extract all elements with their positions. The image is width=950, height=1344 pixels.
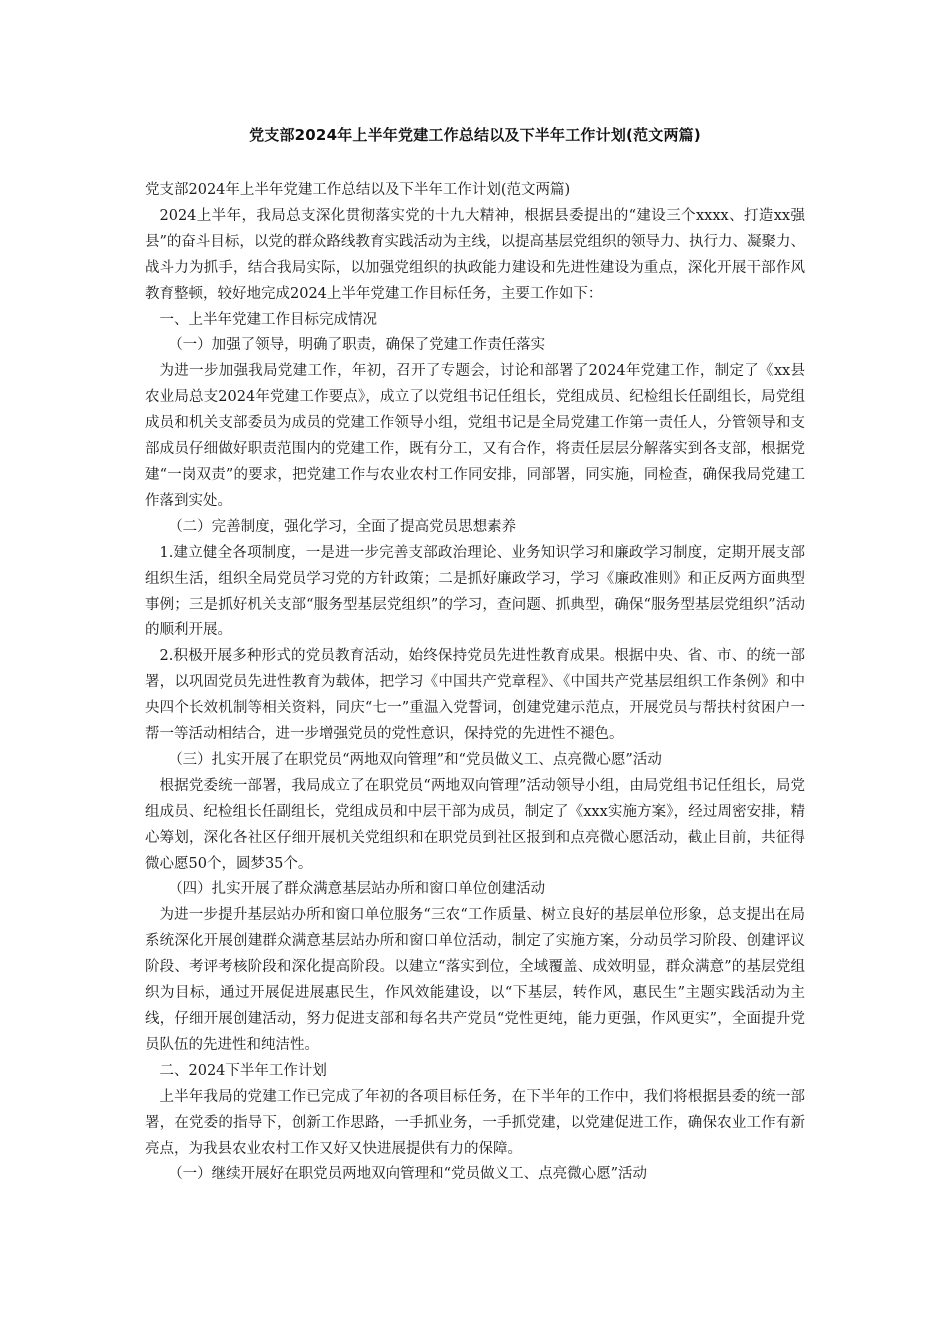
document-title: 党支部2024年上半年党建工作总结以及下半年工作计划(范文两篇) <box>249 126 701 144</box>
paragraph-1-1: 为进一步加强我局党建工作，年初，召开了专题会，讨论和部署了2024年党建工作，制定了《xx县农业局总支2024年党建工作要点》，成立了以党组书记任组长，党组成员、纪检组长任副组长，局党组成员和机关支部委员为成员的党建工作领导小组，党组书记是全局党建工作第一责任人，分管领导和支部成员仔细做好职责范围内的党建工作，既有分工，又有合作，将责任层层分解落实到各支部，根据党建“一岗双责”的要求，把党建工作与农业农村工作同安排，同部署，同实施，同检查，确保我局党建工作落到实处。 <box>145 363 805 509</box>
subsection-heading-1-3: （三）扎实开展了在职党员“两地双向管理”和“党员做义工、点亮微心愿”活动 <box>168 751 662 768</box>
paragraph-1-3: 根据党委统一部署，我局成立了在职党员“两地双向管理”活动领导小组，由局党组书记任组长，局党组成员、纪检组长任副组长，党组成员和中层干部为成员，制定了《xxx实施方案》，经过周密安排，精心筹划，深化各社区仔细开展机关党组织和在职党员到社区报到和点亮微心愿活动，截止目前，共征得微心愿50个，圆梦35个。 <box>145 777 805 872</box>
paragraph-1-2-item2: 2.积极开展多种形式的党员教育活动，始终保持党员先进性教育成果。根据中央、省、市、的统一部署，以巩固党员先进性教育为载体，把学习《中国共产党章程》、《中国共产党基层组织工作条例》和中央四个长效机制等相关资料，同庆“七一”重温入党誓词，创建党建示范点，开展党员与帮扶村贫困户一帮一等活动相结合，进一步增强党员的党性意识，保持党的先进性不褪色。 <box>145 648 805 743</box>
section-heading-2: 二、2024下半年工作计划 <box>159 1062 327 1079</box>
intro-paragraph: 2024上半年，我局总支深化贯彻落实党的十九大精神，根据县委提出的“建设三个xxxx、打造xx强县”的奋斗目标，以党的群众路线教育实践活动为主线，以提高基层党组织的领导力、执行力、凝聚力、战斗力为抓手，结合我局实际，以加强党组织的执政能力建设和先进性建设为重点，深化开展干部作风教育整顿，较好地完成2024上半年党建工作目标任务，主要工作如下： <box>145 207 805 302</box>
subsection-heading-1-1: （一）加强了领导，明确了职责，确保了党建工作责任落实 <box>168 337 546 354</box>
subsection-heading-2-1: （一）继续开展好在职党员两地双向管理和“党员做义工、点亮微心愿”活动 <box>168 1166 648 1183</box>
document-body <box>145 178 805 1188</box>
subsection-heading-1-4: （四）扎实开展了群众满意基层站办所和窗口单位创建活动 <box>168 881 546 898</box>
paragraph-1-2-item1: 1.建立健全各项制度，一是进一步完善支部政治理论、业务知识学习和廉政学习制度，定期开展支部组织生活，组织全局党员学习党的方针政策；二是抓好廉政学习，学习《廉政准则》和正反两方面典型事例；三是抓好机关支部“服务型基层党组织”的学习，查问题、抓典型，确保“服务型基层党组织”活动的顺利开展。 <box>145 544 805 639</box>
paragraph-2: 上半年我局的党建工作已完成了年初的各项目标任务，在下半年的工作中，我们将根据县委的统一部署，在党委的指导下，创新工作思路，一手抓业务，一手抓党建，以党建促进工作，确保农业工作有新亮点，为我县农业农村工作又好又快进展提供有力的保障。 <box>145 1088 805 1157</box>
paragraph-1-4: 为进一步提升基层站办所和窗口单位服务“三农“工作质量、树立良好的基层单位形象，总支提出在局系统深化开展创建群众满意基层站办所和窗口单位活动，制定了实施方案，分动员学习阶段、创建评议阶段、考评考核阶段和深化提高阶段。以建立“落实到位，全域覆盖、成效明显，群众满意”的基层党组织为目标，通过开展促进展惠民生，作风效能建设，以“下基层，转作风，惠民生”主题实践活动为主线，仔细开展创建活动，努力促进支部和每名共产党员“党性更纯，能力更强，作风更实”，全面提升党员队伍的先进性和纯洁性。 <box>145 907 805 1053</box>
section-heading-1: 一、上半年党建工作目标完成情况 <box>159 311 377 328</box>
document-subtitle: 党支部2024年上半年党建工作总结以及下半年工作计划(范文两篇) <box>145 182 571 198</box>
subsection-heading-1-2: （二）完善制度，强化学习，全面了提高党员思想素养 <box>168 518 517 535</box>
